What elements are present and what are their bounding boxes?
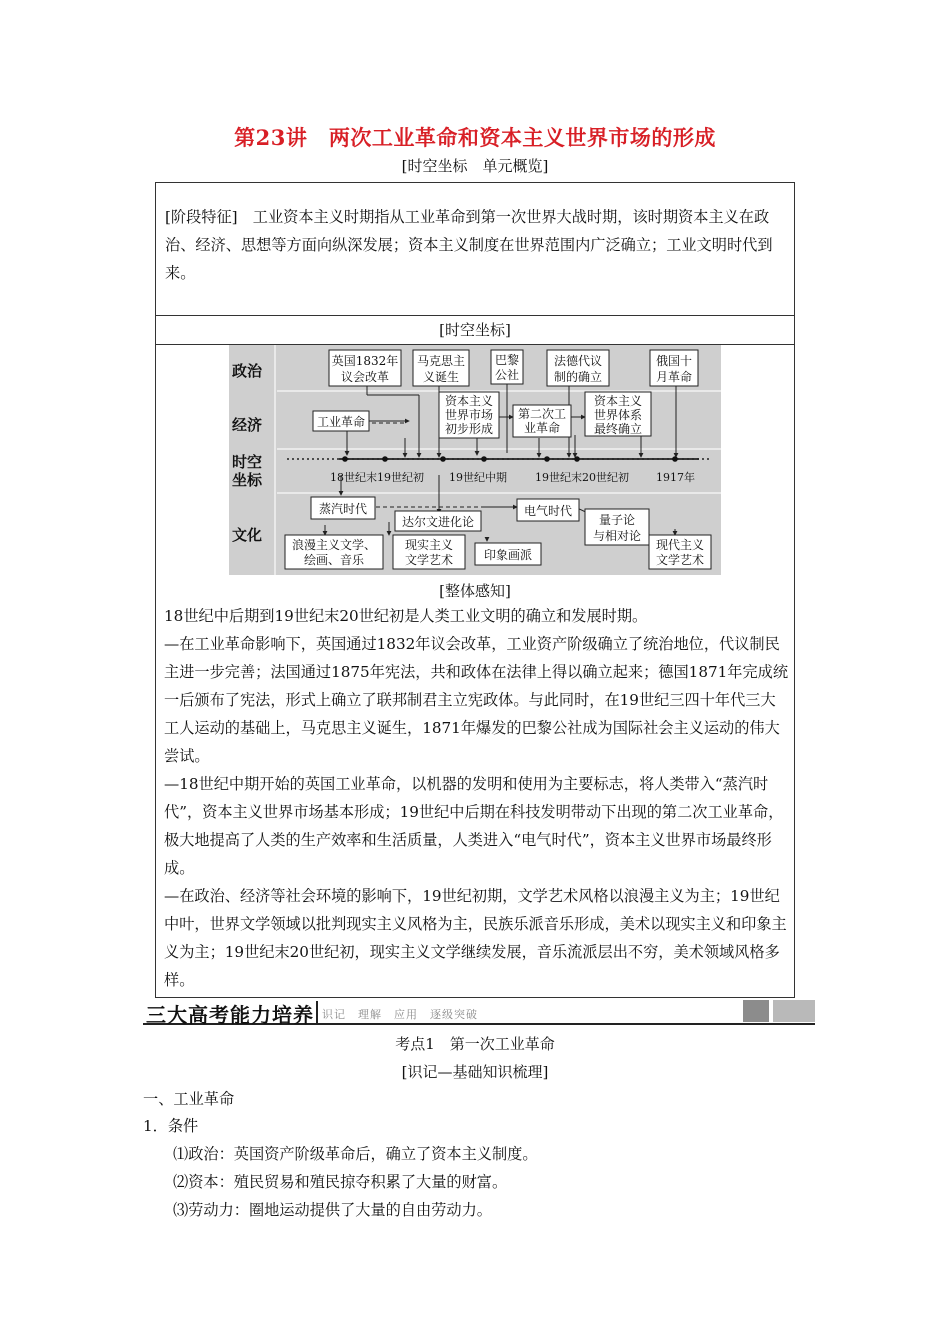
culture-box-steam: 蒸汽时代	[318, 502, 368, 516]
time-label: 1917年	[656, 471, 695, 484]
svg-text:最终确立: 最终确立	[593, 422, 643, 436]
svg-text:文学艺术: 文学艺术	[655, 553, 705, 567]
culture-box-romanticism: 浪漫主义文学、	[291, 538, 377, 552]
politics-box-representative: 法德代议	[553, 354, 603, 368]
row-label-timeline: 时空	[232, 453, 263, 471]
row-label-politics: 政治	[232, 362, 263, 380]
timeline-tick	[574, 456, 580, 462]
economy-box-second-revolution: 第二次工	[517, 407, 567, 421]
time-label: 18世纪末19世纪初	[330, 471, 424, 484]
svg-text:月革命: 月革命	[655, 370, 693, 384]
stage-text: [阶段特征] 工业资本主义时期指从工业革命到第一次世界大战时期，该时期资本主义在政治、经济、思想等方面向纵深发展；资本主义制度在世界范围内广泛确立；工业文明时代到来。	[165, 208, 773, 282]
svg-text:文学艺术: 文学艺术	[404, 553, 454, 567]
overview-paragraph: —在工业革命影响下，英国通过1832年议会改革，工业资产阶级确立了统治地位，代议制民主进一步完善；法国通过1875年宪法，共和政体在法律上得以确立起来；德国1871年完成统一后颁布了宪法，形式上确立了联邦制君主立宪政体。与此同时，在19世纪三四十年代三大工人运动的基础上，马克思主义诞生，1871年爆发的巴黎公社成为国际社会主义运动的伟大尝试。	[164, 635, 789, 765]
politics-box-october: 俄国十	[655, 354, 693, 368]
overview-paragraph: 18世纪中后期到19世纪末20世纪初是人类工业文明的确立和发展时期。	[164, 607, 648, 625]
svg-text:公社: 公社	[494, 368, 520, 382]
timeline-tick	[544, 456, 550, 462]
row-label-culture: 文化	[232, 526, 263, 544]
overview-heading: [整体感知]	[439, 582, 511, 600]
svg-text:业革命: 业革命	[523, 421, 561, 435]
banner-subtitle: 识记 理解 应用 逐级突破	[322, 1008, 478, 1021]
culture-box-impressionism: 印象画派	[483, 548, 533, 562]
politics-box-marxism: 马克思主	[416, 354, 466, 368]
row-label-economy: 经济	[232, 416, 263, 434]
coordinate-label: [时空坐标]	[439, 321, 511, 339]
section-item: 1．条件	[143, 1117, 199, 1135]
svg-text:制的确立: 制的确立	[553, 370, 603, 384]
row-label-timeline-2: 坐标	[232, 471, 263, 489]
condition-politics: ⑴政治：英国资产阶级革命后，确立了资本主义制度。	[173, 1145, 538, 1163]
condition-capital: ⑵资本：殖民贸易和殖民掠夺积累了大量的财富。	[173, 1173, 508, 1191]
condition-labor: ⑶劳动力：圈地运动提供了大量的自由劳动力。	[173, 1201, 492, 1219]
culture-box-darwin: 达尔文进化论	[401, 515, 475, 529]
culture-box-realism: 现实主义	[404, 538, 454, 552]
timeline-tick	[481, 456, 487, 462]
banner-title: 三大高考能力培养	[146, 1003, 314, 1027]
timeline-tick	[672, 456, 678, 462]
svg-text:议会改革: 议会改革	[340, 370, 390, 384]
economy-box-industrial: 工业革命	[316, 415, 366, 429]
timeline-tick	[440, 456, 446, 462]
page-title: 第23讲 两次工业革命和资本主义世界市场的形成	[234, 125, 716, 150]
topic-subheading: [识记—基础知识梳理]	[401, 1063, 549, 1081]
overview-paragraph: —18世纪中期开始的英国工业革命，以机器的发明和使用为主要标志，将人类带入“蒸汽时代”，资本主义世界市场基本形成；19世纪中后期在科技发明带动下出现的第二次工业革命，极大地提高了人类的生产效率和生活质量，人类进入“电气时代”，资本主义世界市场最终形成。	[164, 775, 784, 877]
time-label: 19世纪中期	[449, 471, 507, 484]
culture-box-modernism: 现代主义	[655, 538, 705, 552]
topic-heading: 考点1 第一次工业革命	[395, 1035, 555, 1053]
svg-text:义诞生: 义诞生	[422, 370, 460, 384]
economy-box-world-market: 资本主义	[444, 394, 494, 408]
time-label: 19世纪末20世纪初	[535, 471, 629, 484]
overview-text	[164, 602, 790, 994]
timeline-tick	[342, 456, 348, 462]
svg-text:绘画、音乐: 绘画、音乐	[303, 553, 365, 567]
section-heading: 一、工业革命	[143, 1090, 235, 1108]
overview-paragraph: —在政治、经济等社会环境的影响下，19世纪初期，文学艺术风格以浪漫主义为主；19世纪中叶，世界文学领域以批判现实主义风格为主，民族乐派音乐形成，美术以现实主义和印象主义为主；19世纪末20世纪初，现实主义文学继续发展，音乐流派层出不穷，美术领域风格多样。	[164, 887, 787, 989]
culture-box-quantum: 量子论	[598, 513, 636, 527]
svg-text:世界市场: 世界市场	[444, 408, 494, 422]
timeline-diagram	[229, 345, 721, 575]
politics-box-uk-reform: 英国1832年	[331, 354, 399, 368]
page-subtitle: [时空坐标 单元概览]	[401, 157, 549, 175]
politics-box-paris-commune: 巴黎	[494, 353, 520, 367]
svg-text:世界体系: 世界体系	[593, 408, 643, 422]
culture-box-electric: 电气时代	[523, 504, 573, 518]
economy-box-world-system: 资本主义	[593, 394, 643, 408]
timeline-tick	[382, 456, 388, 462]
svg-text:与相对论: 与相对论	[592, 529, 642, 543]
svg-text:初步形成: 初步形成	[444, 422, 494, 436]
